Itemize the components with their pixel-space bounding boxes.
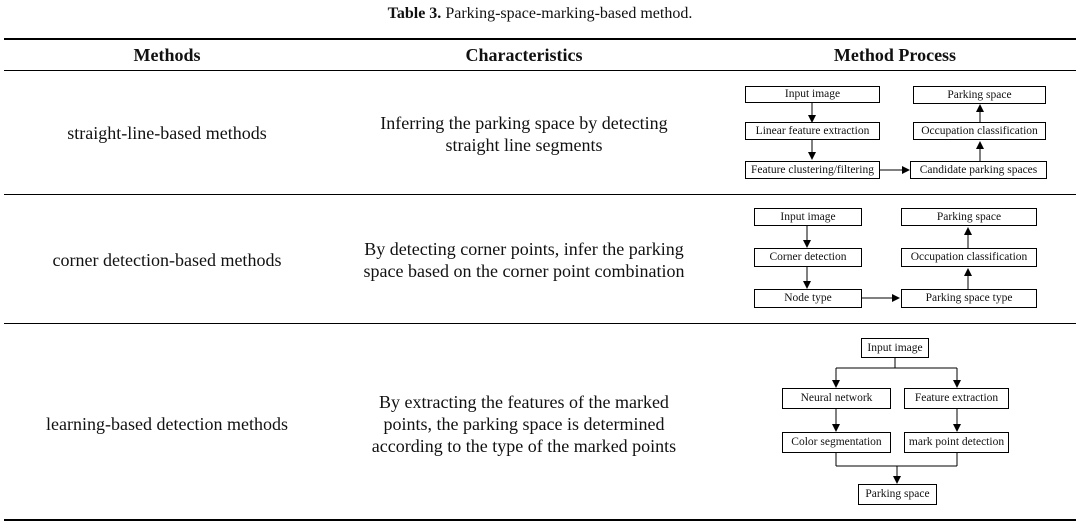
- row-3-characteristics-line-2: points, the parking space is determined: [383, 414, 665, 434]
- row-2-box-node: Node type: [754, 289, 862, 308]
- row-1-box-extract: Linear feature extraction: [745, 122, 880, 140]
- row-2-box-occupation: Occupation classification: [901, 248, 1037, 267]
- row-1-box-occupation: Occupation classification: [913, 122, 1046, 140]
- row-3-box-output: Parking space: [858, 484, 937, 505]
- row-3-characteristics-line-3: according to the type of the marked points: [371, 436, 677, 456]
- row-3-box-mark: mark point detection: [904, 432, 1009, 453]
- row-2-box-space-type: Parking space type: [901, 289, 1037, 308]
- row-3-method: learning-based detection methods: [46, 414, 288, 434]
- caption-label: Table 3.: [387, 5, 442, 22]
- row-3-characteristics-line-1: By extracting the features of the marked: [379, 392, 669, 412]
- caption-text: Parking-space-marking-based method.: [445, 5, 693, 22]
- row-2-box-output: Parking space: [901, 208, 1037, 226]
- row-2-method: corner detection-based methods: [52, 250, 282, 270]
- row-1-box-cluster: Feature clustering/filtering: [745, 161, 880, 179]
- row-1-box-output: Parking space: [913, 86, 1046, 104]
- row-2-box-corner: Corner detection: [754, 248, 862, 267]
- row-1-box-candidate: Candidate parking spaces: [910, 161, 1047, 179]
- row-1-characteristics-line-2: straight line segments: [445, 135, 603, 155]
- row-3-box-feature: Feature extraction: [904, 388, 1009, 409]
- row-3-box-input: Input image: [861, 338, 929, 358]
- header-methods: Methods: [133, 45, 201, 65]
- row-1-box-input: Input image: [745, 86, 880, 103]
- row-2-characteristics-line-1: By detecting corner points, infer the parking: [364, 239, 684, 259]
- header-method-process: Method Process: [833, 45, 957, 65]
- header-characteristics: Characteristics: [465, 45, 583, 65]
- row-1-method: straight-line-based methods: [67, 123, 267, 143]
- row-3-box-neural: Neural network: [782, 388, 891, 409]
- row-2-characteristics-line-2: space based on the corner point combination: [363, 261, 685, 281]
- row-1-characteristics-line-1: Inferring the parking space by detecting: [380, 113, 668, 133]
- row-2-box-input: Input image: [754, 208, 862, 226]
- row-3-box-color: Color segmentation: [782, 432, 891, 453]
